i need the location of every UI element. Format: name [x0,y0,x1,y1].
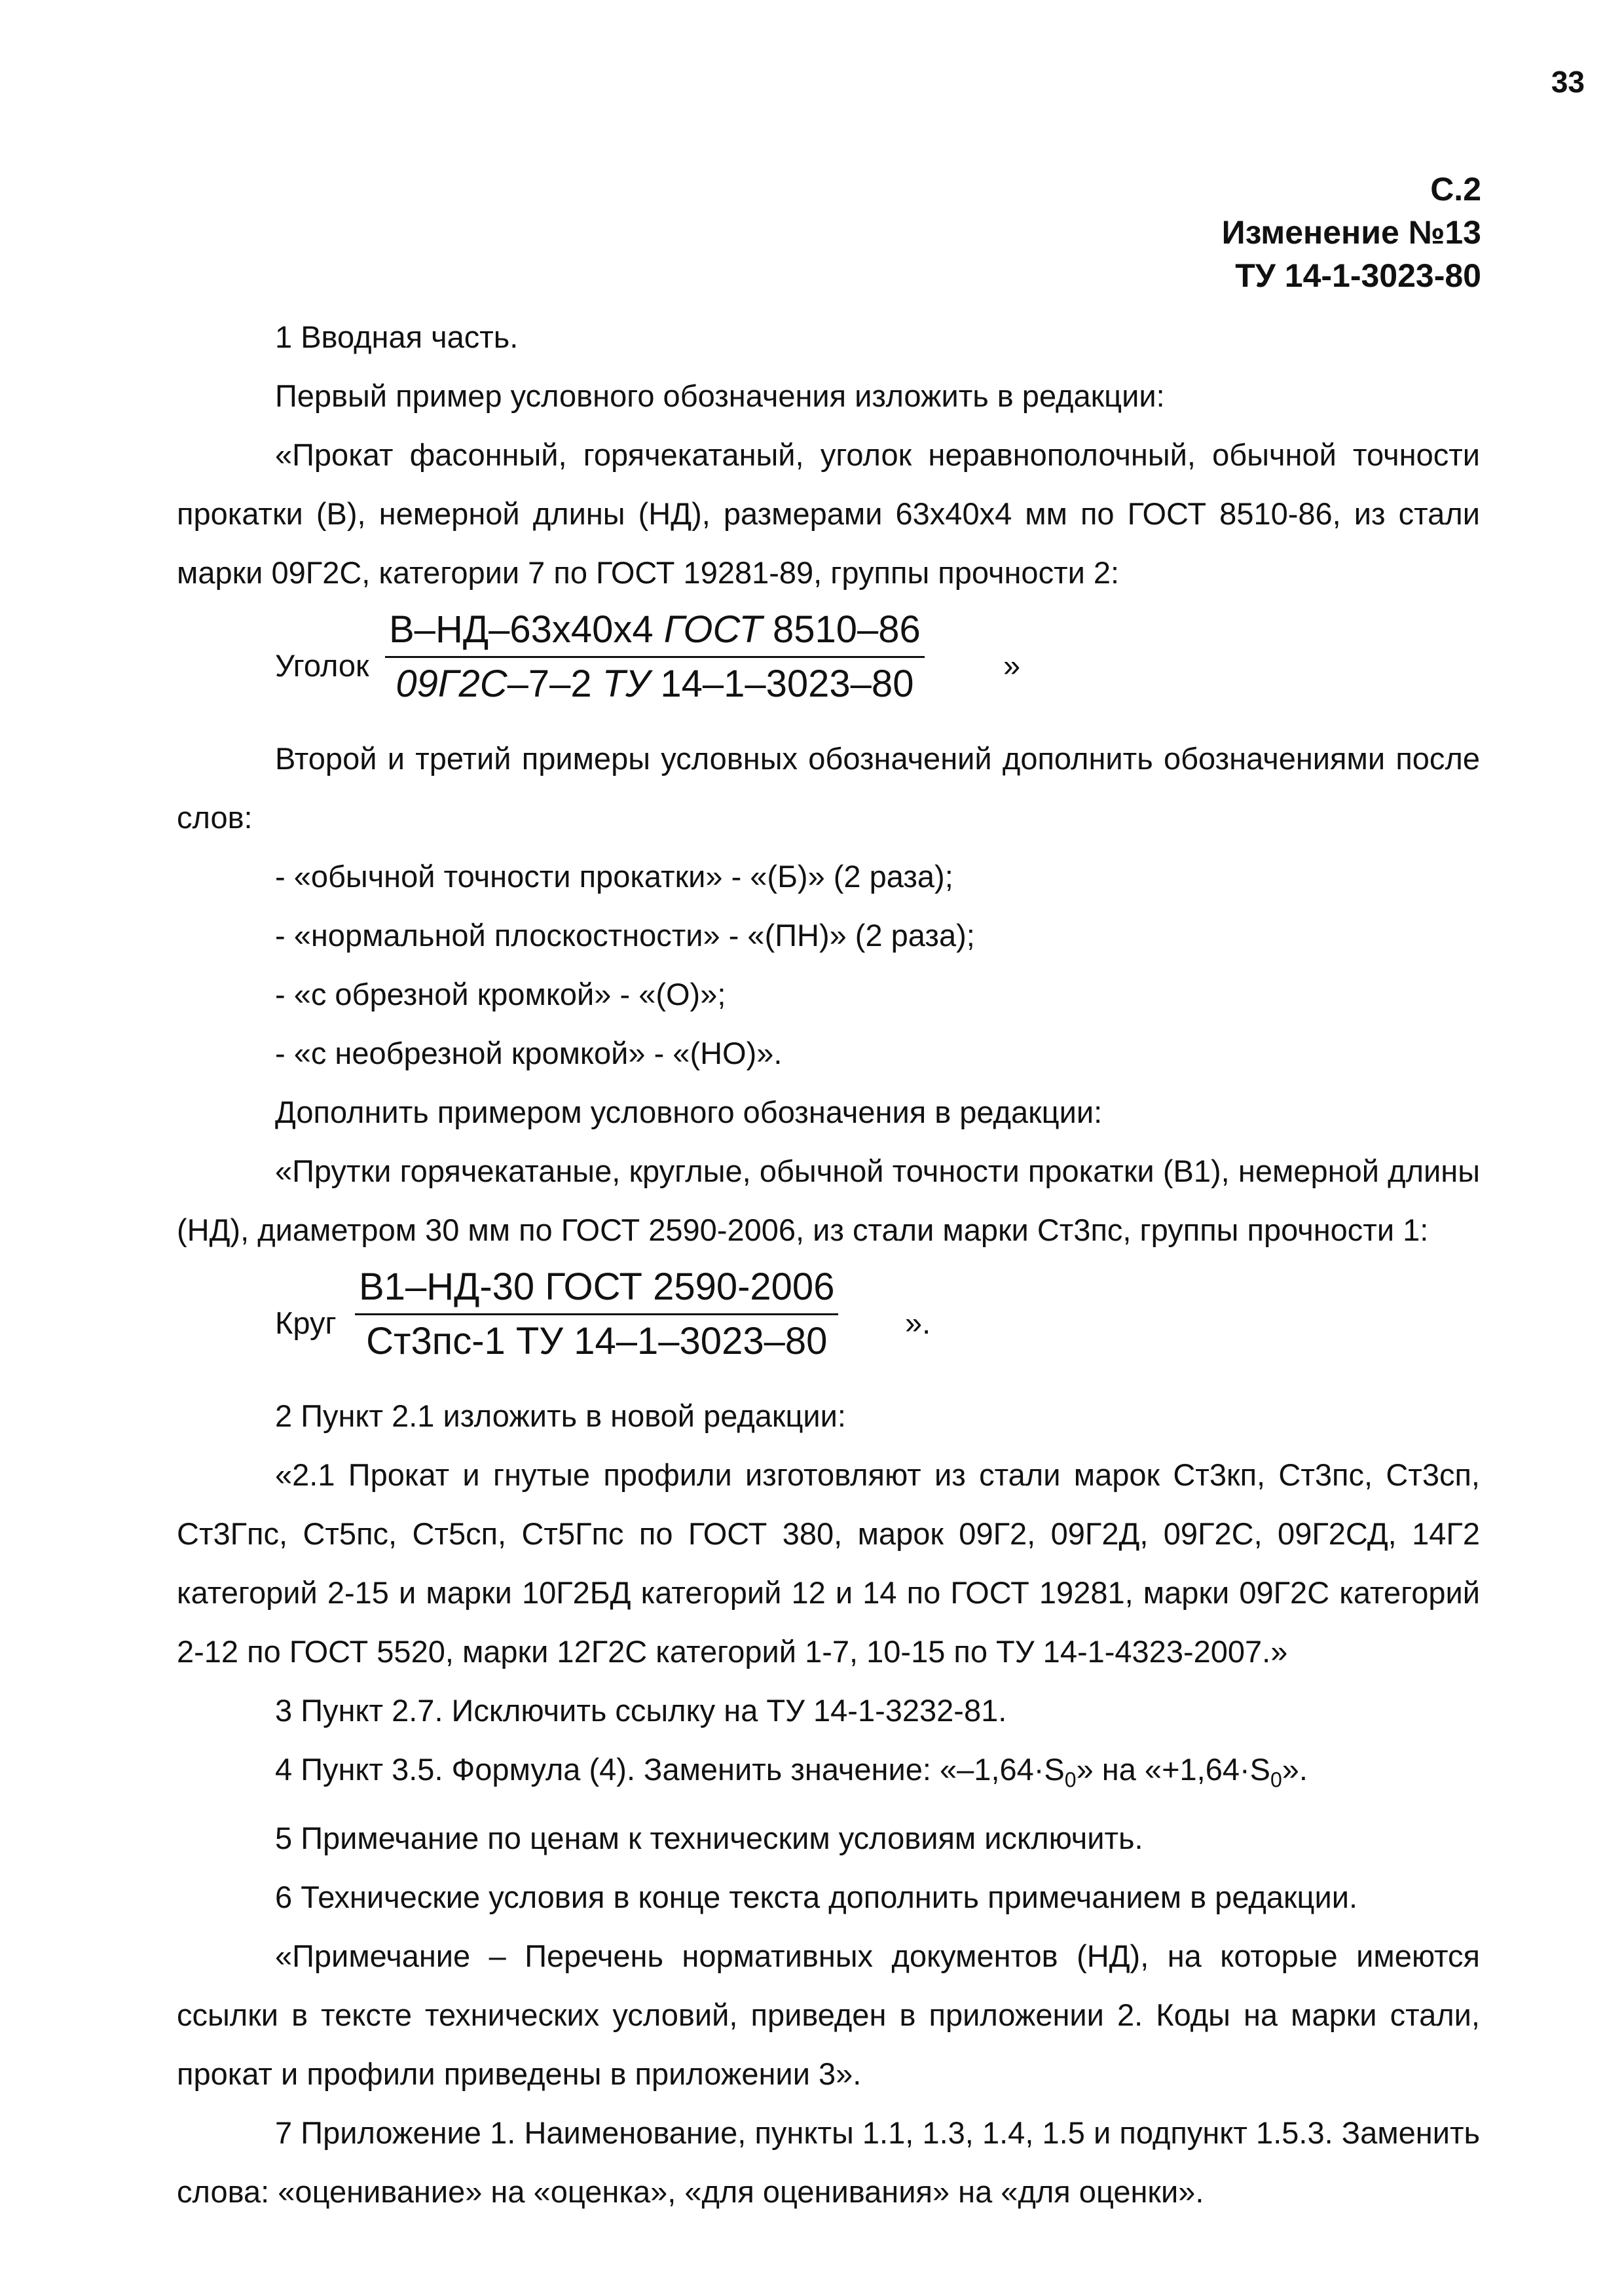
formula-round-bar-numerator: В1–НД-30 ГОСТ 2590-2006 [355,1264,838,1315]
formula-round-bar-label: Круг [275,1305,337,1340]
section-3: 3 Пункт 2.7. Исключить ссылку на ТУ 14-1-3232-81. [275,1693,1007,1728]
dash-item-1: - «обычной точности прокатки» - «(Б)» (2 раза); [275,859,953,894]
dash-item-4: - «с необрезной кромкой» - «(НО)». [275,1036,783,1070]
section-2-heading: 2 Пункт 2.1 изложить в новой редакции: [275,1398,846,1433]
section-2-paragraph-1: «2.1 Прокат и гнутые профили изготовляют из стали марок Ст3кп, Ст3пс, Ст3сп, Ст3Гпс, Ст5пс, Ст5сп, Ст5Гпс по ГОСТ 380, марок 09Г2, 09Г2Д, 09Г2С, 09Г2СД, 14Г2 категорий 2-15 и марки 10Г2БД категорий 12 и 14 по ГОСТ 19281, марки 09Г2С категорий 2-12 по ГОСТ 5520, марки 12Г2С категорий 1-7, 10-15 по ТУ 14-1-4323-2007.» [177,1457,1480,1669]
formula-angle-numerator: В–НД–63х40х4 ГОСТ 8510–86 [385,606,925,658]
section-5: 5 Примечание по ценам к техническим условиям исключить. [275,1821,1143,1856]
formula-angle-denominator: 09Г2С–7–2 ТУ 14–1–3023–80 [396,663,914,705]
section-1-paragraph-4: Дополнить примером условного обозначения в редакции: [275,1095,1103,1129]
document-body [177,308,1480,2221]
formula-round-bar-fraction [355,1264,838,1365]
page-number: 33 [1551,65,1585,99]
section-1-paragraph-2: «Прокат фасонный, горячекатаный, уголок неравнополочный, обычной точности прокатки (В), немерной длины (НД), размерами 63х40х4 мм по ГОСТ 8510-86, из стали марки 09Г2С, категории 7 по ГОСТ 19281-89, группы прочности 2: [177,437,1480,590]
section-6-paragraph-1: «Примечание – Перечень нормативных документов (НД), на которые имеются ссылки в тексте технических условий, приведен в приложении 2. Коды на марки стали, прокат и профили приведены в приложении 3». [177,1939,1480,2092]
formula-round-bar-denominator: Ст3пс-1 ТУ 14–1–3023–80 [366,1320,828,1362]
section-1-paragraph-3: Второй и третий примеры условных обозначений дополнить обозначениями после слов: [177,741,1480,835]
header-sheet: С.2 [1430,171,1481,208]
section-1-paragraph-5: «Прутки горячекатаные, круглые, обычной точности прокатки (В1), немерной длины (НД), диаметром 30 мм по ГОСТ 2590-2006, из стали марки Ст3пс, группы прочности 1: [177,1154,1480,1247]
formula-angle-fraction [385,606,925,708]
formula-angle-label: Уголок [275,648,369,683]
dash-item-2: - «нормальной плоскостности» - «(ПН)» (2 раза); [275,918,975,953]
formula-angle [177,606,1480,719]
section-4: 4 Пункт 3.5. Формула (4). Заменить значение: «$-1,64\cdot S_0$» на «$+1,64\cdot S_0$». [275,1752,1308,1792]
section-1-paragraph-1: Первый пример условного обозначения изложить в редакции: [275,378,1165,413]
header-spec-number: ТУ 14-1-3023-80 [1235,257,1481,294]
formula-round-bar [177,1264,1480,1376]
section-1-heading: 1 Вводная часть. [275,319,519,354]
section-6-heading: 6 Технические условия в конце текста дополнить примечанием в редакции. [275,1880,1358,1915]
dash-item-3: - «с обрезной кромкой» - «(О)»; [275,977,726,1011]
header-change-number: Изменение №13 [1221,214,1481,251]
formula-angle-closing-quote: » [1003,648,1021,683]
document-header [1222,168,1481,297]
formula-round-bar-closing: ». [905,1305,931,1340]
section-7: 7 Приложение 1. Наименование, пункты 1.1, 1.3, 1.4, 1.5 и подпункт 1.5.3. Заменить слова: «оценивание» на «оценка», «для оценивания» на «для оценки». [177,2115,1480,2210]
